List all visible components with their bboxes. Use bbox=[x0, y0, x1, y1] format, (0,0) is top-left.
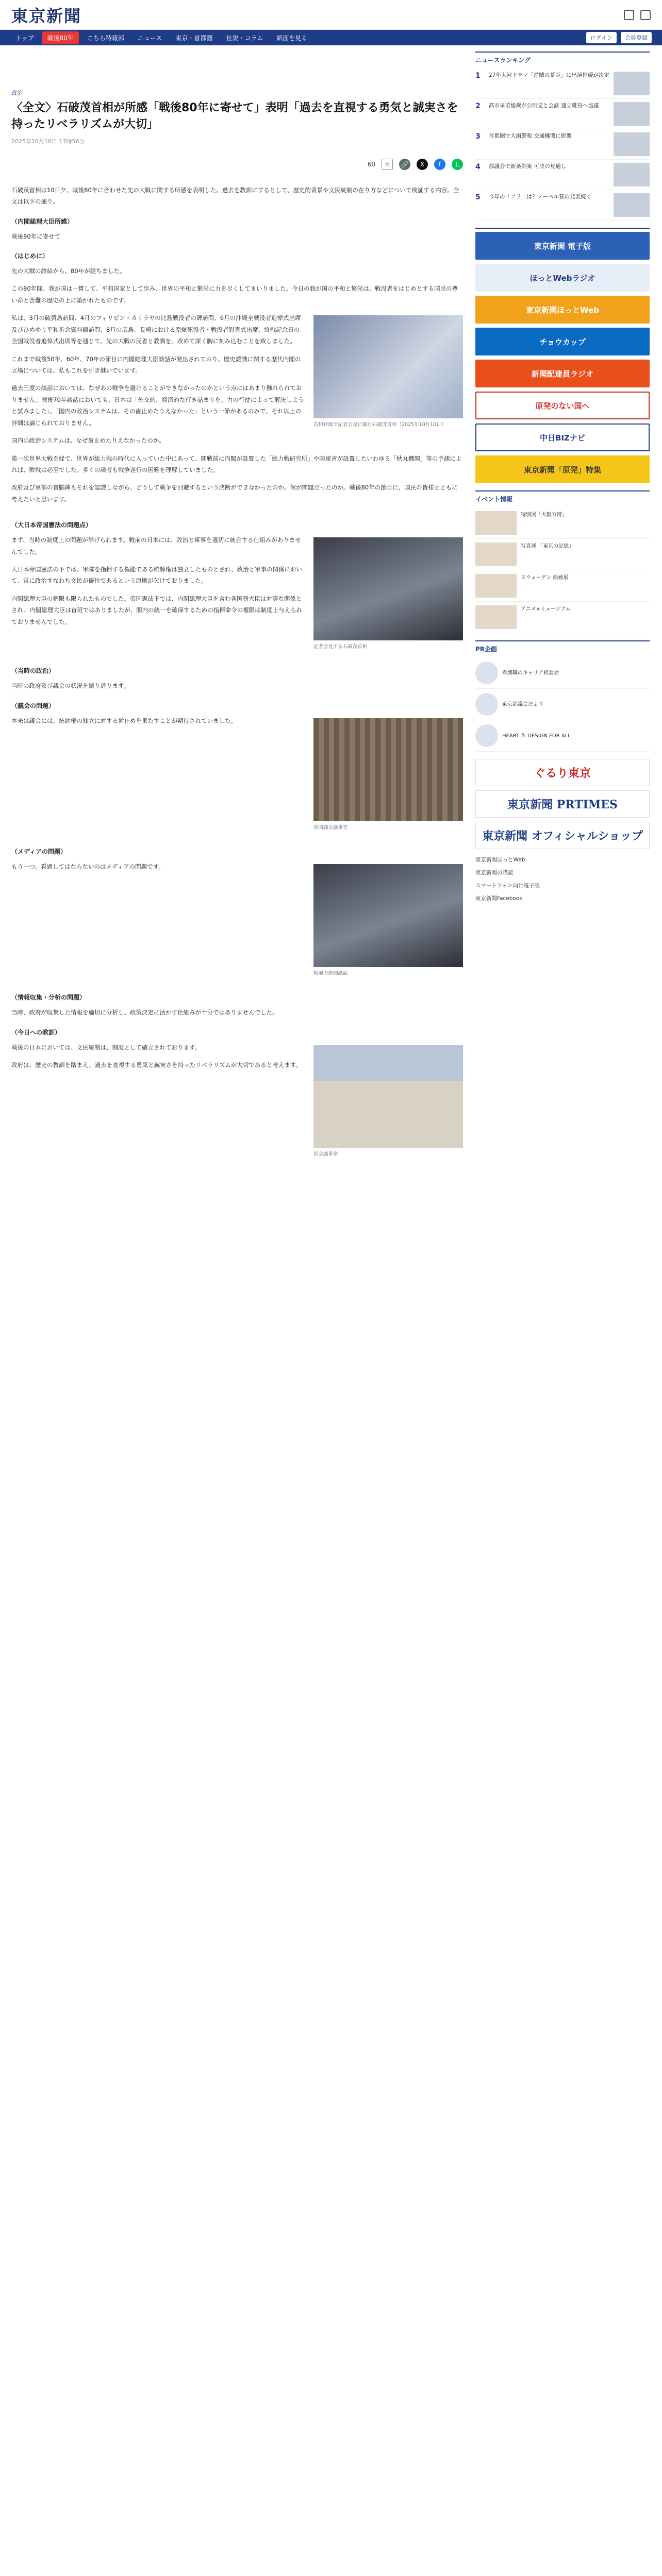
event-text: 特別展「大阪万博」 bbox=[521, 512, 567, 518]
section-heading: （大日本帝国憲法の問題点） bbox=[11, 521, 92, 529]
register-button[interactable]: 会員登録 bbox=[621, 32, 652, 43]
footer-logo[interactable]: 東京新聞 オフィシャルショップ bbox=[475, 822, 650, 849]
article-paragraph: 過去三度の談話においては、なぜあの戦争を避けることができなかったのかという点にはあまり触れられておりません。戦後70年談話においても、日本は「外交的、経済的な行き詰まりを、力の行使によって解決しようと試みました」、「国内の政治システムは、その歯止めたりえなかった」という一節があるのみで、それ以上の詳細は論じられておりません。 bbox=[11, 384, 304, 427]
pr-thumb bbox=[475, 662, 498, 684]
sidebar bbox=[475, 45, 650, 1164]
article bbox=[11, 45, 475, 1164]
ranking-item[interactable] bbox=[475, 160, 650, 190]
ranking-block bbox=[475, 52, 650, 221]
pr-item[interactable] bbox=[475, 689, 650, 720]
article-figure bbox=[313, 864, 463, 977]
article-body bbox=[11, 184, 463, 1164]
ranking-number: 4 bbox=[475, 163, 481, 171]
banner[interactable]: ほっとWebラジオ bbox=[475, 264, 650, 292]
ranking-number: 5 bbox=[475, 193, 481, 201]
page-wrap bbox=[0, 45, 662, 1164]
pr-text: HEART ＆ DESIGN FOR ALL bbox=[502, 733, 571, 739]
link-icon[interactable]: 🔗 bbox=[399, 159, 410, 170]
section-heading: （はじめに） bbox=[11, 252, 49, 260]
sidebar-link[interactable]: 東京新聞Facebook bbox=[475, 895, 523, 902]
section-heading: （議会の問題） bbox=[11, 702, 55, 709]
banner[interactable]: 新聞配達員ラジオ bbox=[475, 360, 650, 387]
article-paragraph: 第一次世界大戦を経て、世界が総力戦の時代に入っていた中にあって、開戦前に内閣が設置した「総力戦研究所」や陸軍省が設置したいわゆる「秋丸機関」等の予測によれば、敗戦は必至でした。多くの識者も戦争遂行の困難を理解していました。 bbox=[11, 454, 462, 473]
ranking-title: ニュースランキング bbox=[475, 57, 531, 64]
article-figure bbox=[313, 718, 463, 832]
article-photo[interactable] bbox=[313, 718, 463, 821]
pr-item[interactable] bbox=[475, 657, 650, 689]
ranking-thumb bbox=[614, 193, 650, 217]
banner[interactable]: 中日BIZナビ bbox=[475, 423, 650, 451]
site-logo[interactable]: 東京新聞 bbox=[11, 6, 82, 26]
ranking-item[interactable] bbox=[475, 129, 650, 160]
article-paragraph: 戦後の日本においては、文民統制は、制度として確立されております。 bbox=[11, 1043, 201, 1051]
nav-item-shimen[interactable]: 紙面を見る bbox=[276, 34, 308, 42]
article-paragraph: 当時の政府及び議会の状況を振り返ります。 bbox=[11, 682, 130, 690]
article-paragraph: 当時、政府が収集した情報を適切に分析し、政策決定に活かす仕組みが十分ではありませんでした。 bbox=[11, 1009, 278, 1016]
ranking-thumb bbox=[614, 72, 650, 95]
article-subtitle: 戦後80年に寄せて bbox=[11, 232, 61, 240]
footer-logo[interactable]: ぐるり東京 bbox=[475, 759, 650, 786]
search-icon[interactable] bbox=[624, 10, 634, 20]
facebook-share-icon[interactable]: f bbox=[434, 159, 445, 170]
article-paragraph: 石破茂首相は10日夕、戦後80年に合わせた先の大戦に関する所感を表明した。過去を教訓にするとして、歴史的背景や文民統制の在り方などについて検証する内容。全文は以下の通り。 bbox=[11, 186, 459, 206]
section-heading: （メディアの問題） bbox=[11, 848, 67, 856]
article-paragraph: 先の大戦の終結から、80年が経ちました。 bbox=[11, 267, 126, 275]
nav-item-top[interactable]: トップ bbox=[15, 34, 34, 42]
section-heading: （今日への教訓） bbox=[11, 1028, 61, 1036]
article-date: 2025年10月10日 17時56分 bbox=[11, 138, 85, 145]
banner[interactable]: 東京新聞 電子版 bbox=[475, 232, 650, 260]
share-count: 60 bbox=[367, 160, 375, 168]
ranking-text: 首都圏で大雨警報 交通機関に影響 bbox=[489, 133, 572, 139]
nav-auth bbox=[586, 32, 652, 43]
article-headline: 〈全文〉石破茂首相が所感「戦後80年に寄せて」表明「過去を直視する勇気と誠実さを持ったリベラリズムが大切」 bbox=[11, 101, 458, 131]
banner[interactable]: チョウカップ bbox=[475, 328, 650, 355]
header-actions bbox=[624, 10, 651, 20]
article-paragraph: もう一つ、看過してはならないのはメディアの問題です。 bbox=[11, 863, 164, 871]
sidebar-link[interactable]: 東京新聞の購読 bbox=[475, 870, 514, 876]
banner[interactable]: 原発のない国へ bbox=[475, 392, 650, 419]
ranking-item[interactable] bbox=[475, 99, 650, 129]
ranking-number: 2 bbox=[475, 102, 481, 110]
main-nav bbox=[0, 30, 662, 45]
ranking-text: 高市早苗総裁が公明党と会談 連立維持へ協議 bbox=[489, 103, 599, 109]
pr-text: 東京都議会だより bbox=[502, 701, 543, 707]
banner[interactable]: 東京新聞ほっとWeb bbox=[475, 296, 650, 324]
breadcrumb[interactable]: 政治 bbox=[11, 90, 23, 96]
article-paragraph: まず、当時の制度上の問題が挙げられます。戦前の日本には、政治と軍事を適切に統合する仕組みがありませんでした。 bbox=[11, 536, 301, 555]
ranking-text: 都議会で新条例案 可決の見通し bbox=[489, 163, 567, 170]
article-paragraph: 私は、3月の硫黄島訪問、4月のフィリピン・カリラヤの比島戦没者の碑訪問、6月の沖縄全戦没者追悼式出席及びひめゆり平和祈念資料館訪問、8月の広島、長崎における原爆死没者・戦没者慰霊式出席、終戦記念日の全国戦没者追悼式出席等を通じて、先の大戦の反省と教訓を、改めて深く胸に刻み込むことを致しました。 bbox=[11, 314, 301, 345]
sidebar-link[interactable]: 東京新聞ほっとWeb bbox=[475, 857, 525, 863]
events-block bbox=[475, 490, 650, 633]
article-paragraph: 国内の政治システムは、なぜ歯止めたりえなかったのか。 bbox=[11, 437, 165, 445]
pr-block bbox=[475, 640, 650, 752]
section-heading: （情報収集・分析の問題） bbox=[11, 994, 86, 1002]
photo-caption: 記者会見する石破茂首相 bbox=[313, 644, 368, 650]
banner-block bbox=[475, 228, 650, 483]
pr-thumb bbox=[475, 724, 498, 747]
section-heading: （内閣総理大臣所感） bbox=[11, 217, 74, 225]
ranking-thumb bbox=[614, 163, 650, 187]
footer-logo[interactable]: 東京新聞 PRTIMES bbox=[475, 790, 650, 818]
event-item[interactable] bbox=[475, 570, 650, 602]
ranking-number: 3 bbox=[475, 132, 481, 141]
nav-item-column[interactable]: 社説・コラム bbox=[226, 34, 263, 42]
photo-caption: 戦前の新聞紙面 bbox=[313, 971, 348, 977]
section-heading: （当時の政治） bbox=[11, 667, 55, 675]
save-button[interactable]: ☆ bbox=[382, 159, 393, 170]
article-paragraph: 政府は、歴史の教訓を踏まえ、過去を直視する勇気と誠実さを持ったリベラリズムが大切であると考えます。 bbox=[11, 1061, 302, 1069]
article-photo[interactable] bbox=[313, 864, 463, 967]
ranking-item[interactable] bbox=[475, 190, 650, 221]
article-paragraph: 内閣総理大臣の権限も限られたものでした。帝国憲法下では、内閣総理大臣を含む各国務大臣は対等な関係とされ、内閣総理大臣は首班ではありましたが、閣内の統一を確保するための指揮命令の権限は制度上与えられておりませんでした。 bbox=[11, 595, 303, 625]
pr-text: 看護職のキャリア相談会 bbox=[502, 670, 559, 676]
event-thumb bbox=[475, 543, 517, 566]
article-figure bbox=[313, 537, 463, 651]
event-text: アニメ×ミュージアム bbox=[521, 606, 571, 612]
photo-caption: 国会議事堂 bbox=[313, 1151, 338, 1157]
ranking-thumb bbox=[614, 132, 650, 156]
share-bar bbox=[11, 159, 463, 170]
ranking-text: 27年大河ドラマ「逆賊の幕臣」に出演俳優が決定 bbox=[489, 72, 609, 78]
article-photo[interactable] bbox=[313, 1045, 463, 1148]
article-paragraph: 大日本帝国憲法の下では、軍隊を指揮する権能である統帥権は独立したものとされ、政治と軍事の関係において、常に政治すなわち文民が優位であるという原則が欠けておりました。 bbox=[11, 566, 303, 585]
x-share-icon[interactable]: X bbox=[417, 159, 428, 170]
events-title: イベント情報 bbox=[475, 496, 513, 503]
nav-item-tokyo[interactable]: 東京・首都圏 bbox=[175, 34, 213, 42]
login-button[interactable]: ログイン bbox=[586, 32, 617, 43]
article-paragraph: 政府及び軍部の首脳陣もそれを認識しながら、どうして戦争を回避するという決断ができなかったのか。何が問題だったのか。戦後80年の節目に、国民の皆様とともに考えたいと思います。 bbox=[11, 484, 458, 503]
event-item[interactable] bbox=[475, 539, 650, 570]
ranking-thumb bbox=[614, 102, 650, 126]
site-header bbox=[0, 0, 662, 30]
event-thumb bbox=[475, 605, 517, 629]
nav-item-sengo80[interactable]: 戦後80年 bbox=[42, 31, 79, 44]
photo-caption: 帝国議会議事堂 bbox=[313, 824, 348, 831]
ranking-number: 1 bbox=[475, 72, 481, 80]
nav-item-tokuhobu[interactable]: こちら特報部 bbox=[87, 34, 124, 42]
event-text: 写真展 「東京の記憶」 bbox=[521, 544, 574, 549]
banner[interactable]: 東京新聞「原発」特集 bbox=[475, 455, 650, 483]
line-share-icon[interactable]: L bbox=[452, 159, 463, 170]
pr-item[interactable] bbox=[475, 720, 650, 752]
photo-caption: 首相官邸で記者会見に臨む石破茂首相（2025年10月10日） bbox=[313, 422, 446, 428]
sidebar-link[interactable]: スマートフォン向け電子版 bbox=[475, 883, 540, 889]
menu-icon[interactable] bbox=[640, 10, 651, 20]
event-text: スウェーデン 絵画展 bbox=[521, 575, 569, 581]
article-photo[interactable] bbox=[313, 315, 463, 418]
event-item[interactable] bbox=[475, 507, 650, 539]
article-photo[interactable] bbox=[313, 537, 463, 640]
nav-item-news[interactable]: ニュース bbox=[137, 34, 162, 42]
article-figure bbox=[313, 315, 463, 429]
event-thumb bbox=[475, 574, 517, 598]
event-item[interactable] bbox=[475, 602, 650, 633]
ranking-text: 今年の「ソラ」は？ノーベル賞の発表続く bbox=[489, 194, 592, 200]
article-paragraph: この80年間、我が国は一貫して、平和国家として歩み、世界の平和と繁栄に力を尽くしてまいりました。今日の我が国の平和と繁栄は、戦没者をはじめとする国民の尊い命と苦難の歴史の上に築かれたものです。 bbox=[11, 285, 458, 304]
pr-thumb bbox=[475, 693, 498, 716]
pr-title: PR企画 bbox=[475, 646, 498, 653]
ranking-item[interactable] bbox=[475, 69, 650, 99]
article-figure bbox=[313, 1045, 463, 1158]
article-paragraph: これまで戦後50年、60年、70年の節目に内閣総理大臣談話が発出されており、歴史認識に関する歴代内閣の立場については、私もこれを引き継いでいます。 bbox=[11, 355, 301, 374]
event-thumb bbox=[475, 511, 517, 535]
article-paragraph: 本来は議会には、統帥権の独立に対する歯止めを果たすことが期待されていました。 bbox=[11, 717, 237, 724]
